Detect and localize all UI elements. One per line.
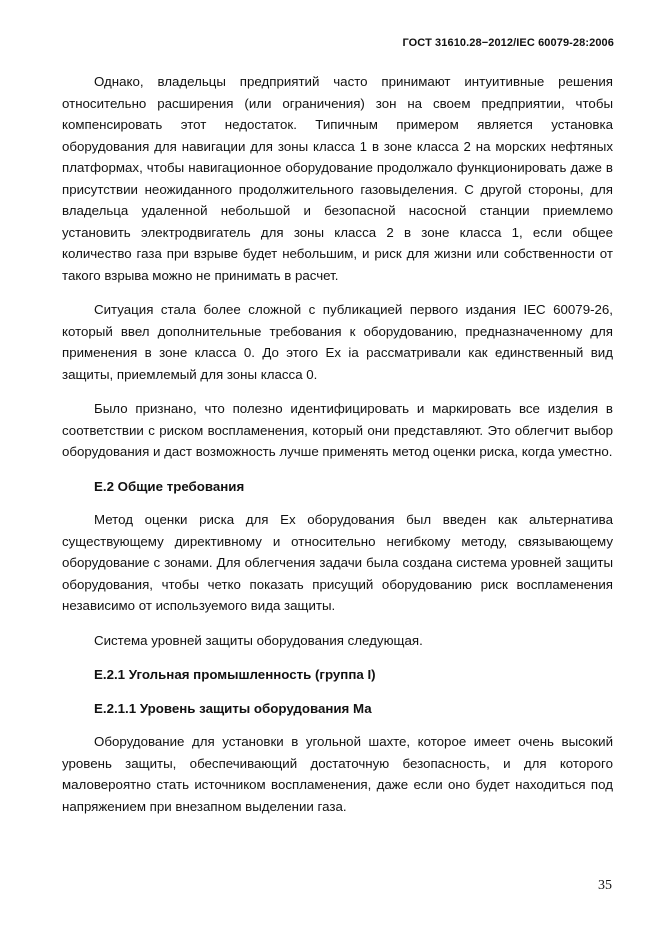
section-heading: Е.2 Общие требования (94, 478, 245, 494)
paragraph: Метод оценки риска для Ex оборудования был введен как альтернатива существующему директивному и относительно негибкому методу, связывающему оборудование с зонами. Для облегчения задачи была создана система уровней защиты оборудования, чтобы четко показать присущий оборудованию риск воспламенения независимо от используемого вида защиты. (62, 512, 613, 613)
paragraph: Однако, владельцы предприятий часто принимают интуитивные решения относительно расширения (или ограничения) зон на своем предприятии, чтобы компенсировать этот недостаток. Типичным примером является установка оборудования для навигации для зоны класса 1 в зоне класса 2 на морских нефтяных платформах, чтобы навигационное оборудование продолжало функционировать даже в присутствии неожиданного продолжительного газовыделения. С другой стороны, для владельца удаленной небольшой и безопасной насосной станции приемлемо установить электродвигатель для зоны класса 2 в зоне класса 1, если общее количество газа при взрыве будет небольшим, и риск для жизни или собственности от такого взрыва можно не принимать в расчет. (62, 74, 613, 283)
document-header: ГОСТ 31610.28−2012/IEC 60079-28:2006 (402, 37, 614, 49)
document-body (62, 71, 613, 830)
paragraph: Система уровней защиты оборудования следующая. (94, 632, 423, 648)
paragraph: Было признано, что полезно идентифицировать и маркировать все изделия в соответствии с риском воспламенения, который они представляют. Это облегчит выбор оборудования и даст возможность лучше применять метод оценки риска, когда уместно. (62, 401, 613, 459)
subsection-heading: Е.2.1 Угольная промышленность (группа I) (94, 667, 376, 682)
subsubsection-heading: Е.2.1.1 Уровень защиты оборудования Ма (94, 700, 372, 716)
paragraph: Ситуация стала более сложной с публикацией первого издания IEC 60079-26, который ввел дополнительные требования к оборудованию, предназначенному для применения в зоне класса 0. До этого Ex ia рассматривали как единственный вид защиты, приемлемый для зоны класса 0. (62, 302, 613, 382)
paragraph: Оборудование для установки в угольной шахте, которое имеет очень высокий уровень защиты, обеспечивающий достаточную безопасность, и для которого маловероятно стать источником воспламенения, даже если оно будет находиться под напряжением при внезапном выделении газа. (62, 734, 613, 814)
page-number: 35 (598, 878, 612, 893)
